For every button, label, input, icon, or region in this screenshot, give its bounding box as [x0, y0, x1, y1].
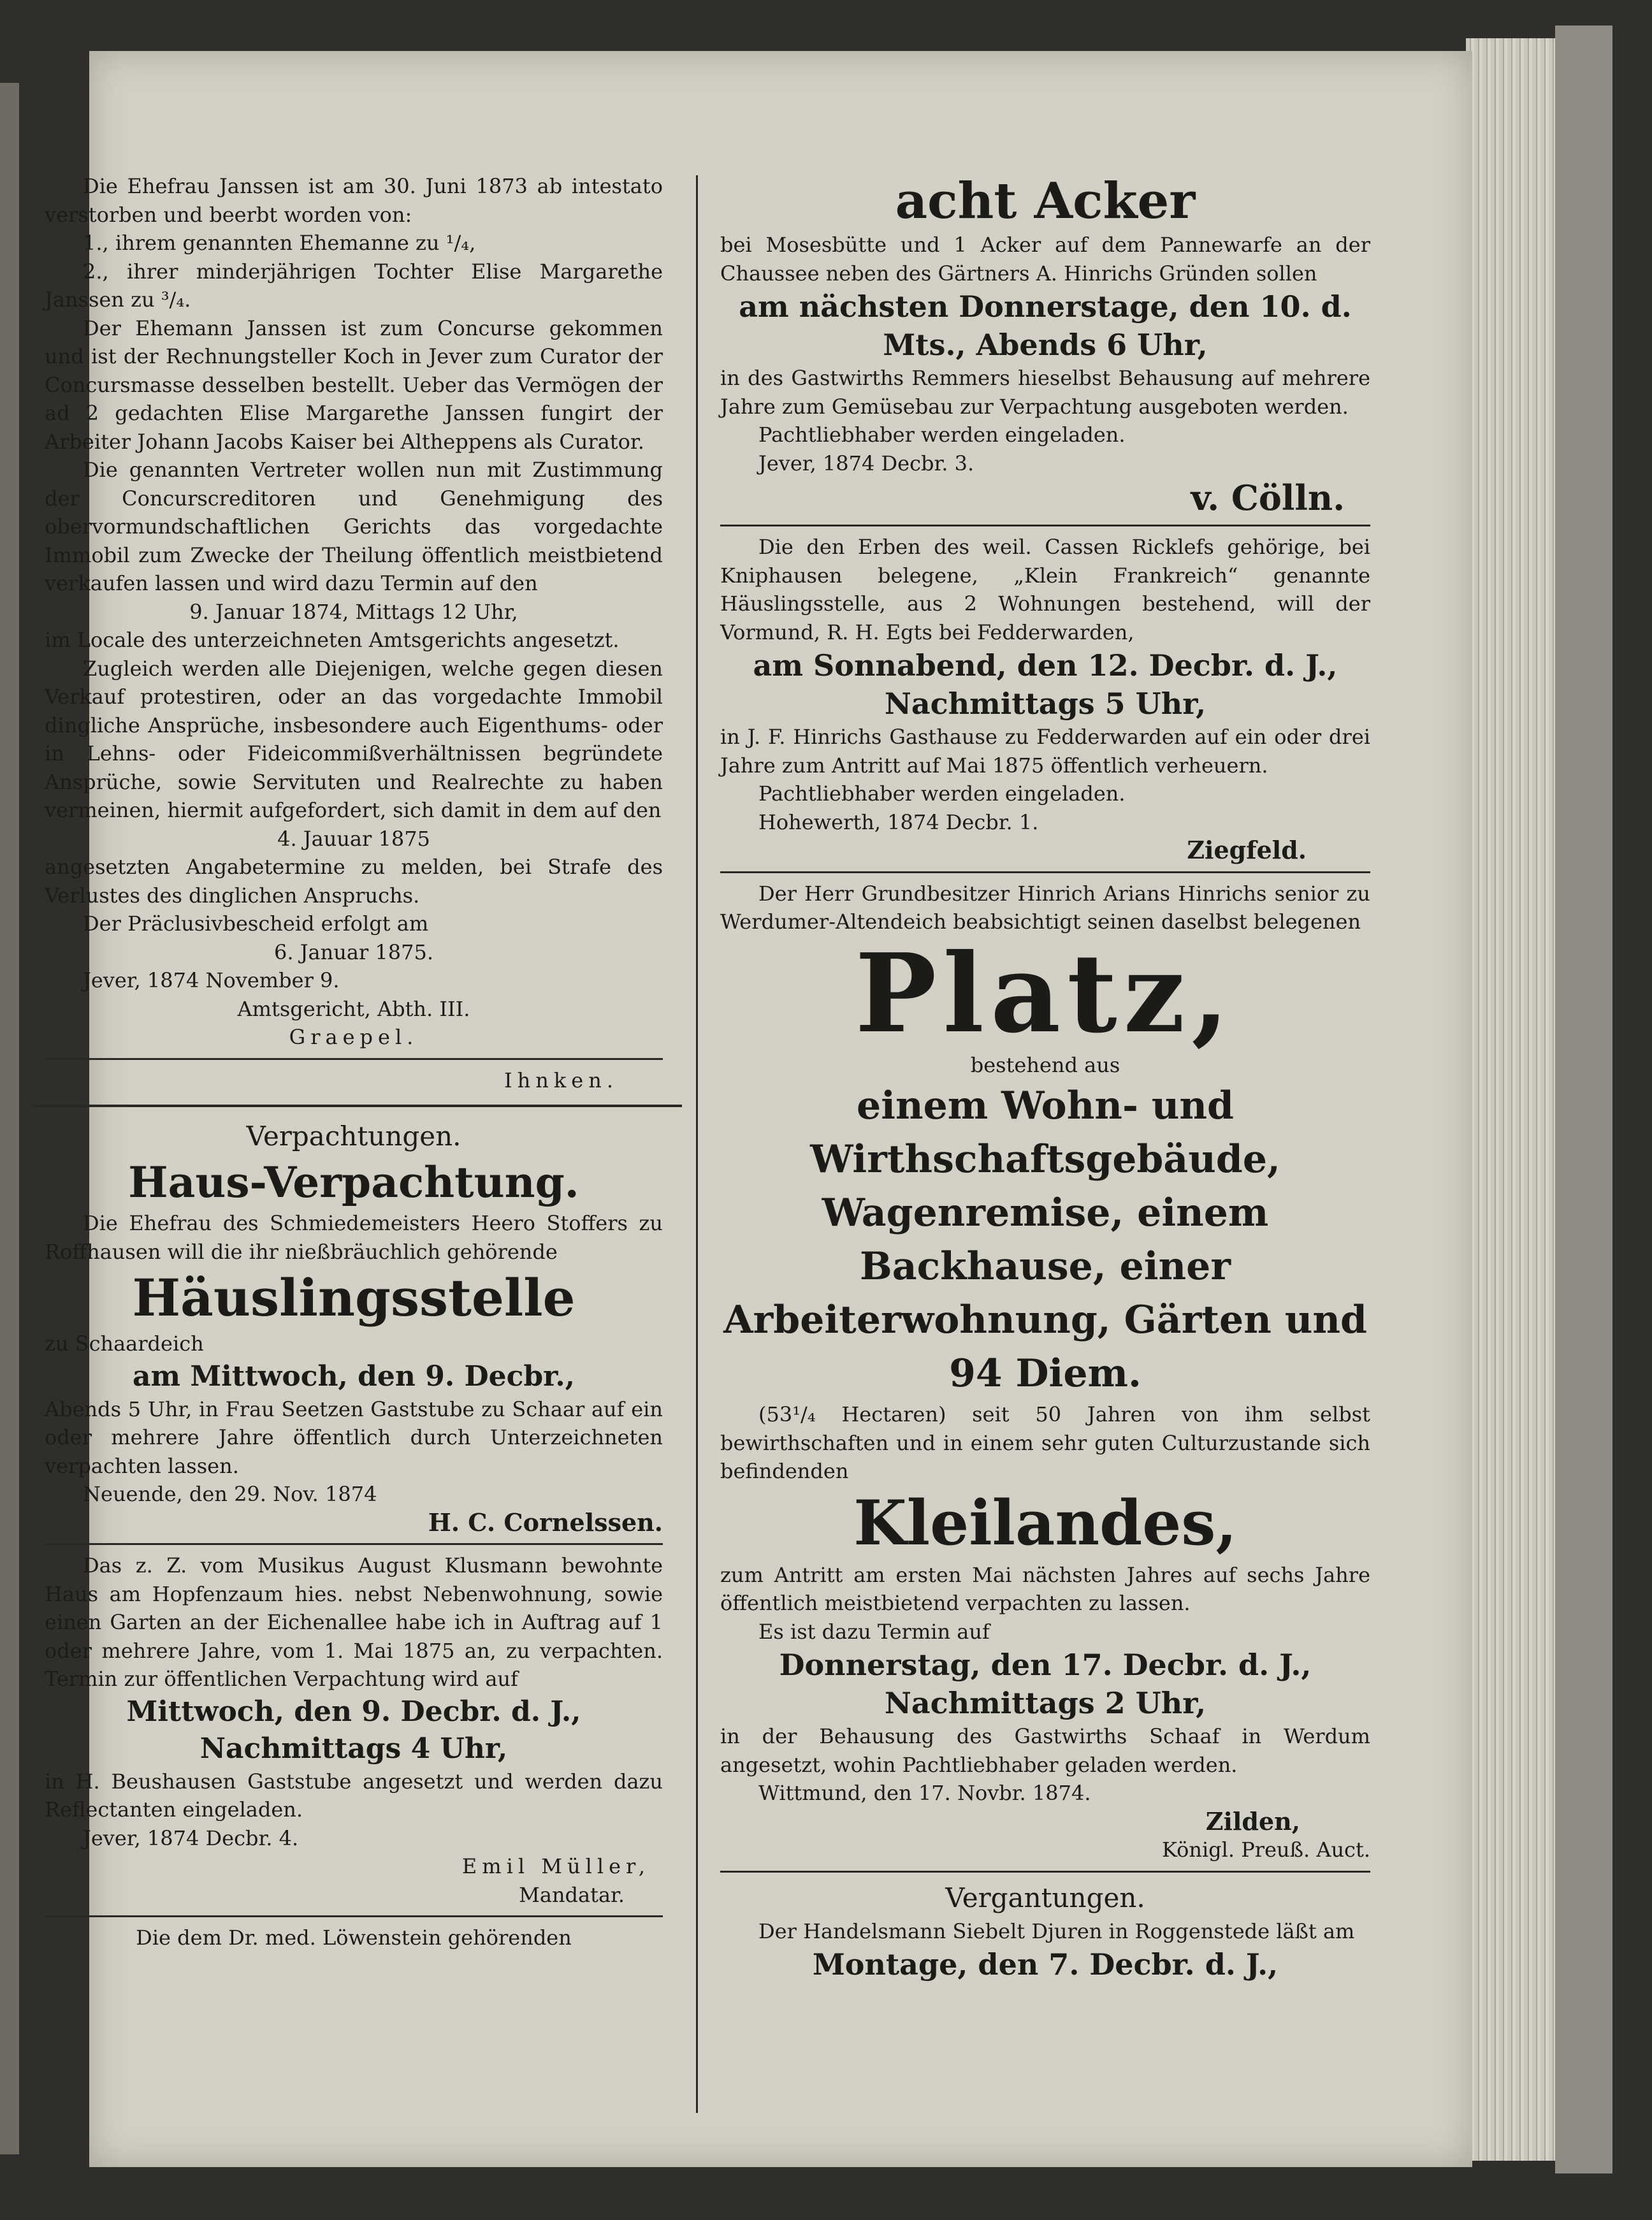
notice-janssen [45, 172, 663, 1094]
notice-place-date: Jever, 1874 Decbr. 4. [83, 1825, 299, 1850]
notice-paragraph: Es ist dazu Termin auf [758, 1619, 990, 1644]
book-cover-edge [1555, 25, 1612, 2173]
notice-date: am nächsten Donnerstage, den 10. d. Mts., Abends 6 Uhr, [739, 289, 1352, 362]
signature-rule [45, 1058, 663, 1060]
notice-place-date: Wittmund, den 17. Novbr. 1874. [758, 1781, 1091, 1805]
notice-paragraph: in J. F. Hinrichs Gasthause zu Fedderwarden auf ein oder drei Jahre zum Antritt auf Mai 1875 öffentlich verheuern. [720, 725, 1370, 778]
notice-time: Nachmittags 5 Uhr, [884, 686, 1206, 721]
notice-paragraph: zu Schaardeich [45, 1331, 204, 1356]
notice-date: 6. Januar 1875. [274, 940, 433, 964]
section-header: Vergantungen. [945, 1882, 1145, 1913]
notice-date: am Mittwoch, den 9. Decbr., [133, 1360, 575, 1393]
notice-title: Haus-Verpachtung. [128, 1157, 579, 1207]
notice-paragraph: bei Mosesbütte und 1 Acker auf dem Pannewarfe an der Chaussee neben des Gärtners A. Hinrichs Gründen sollen [720, 233, 1370, 286]
notice-divider [720, 1871, 1370, 1873]
notice-paragraph: in H. Beushausen Gaststube angesetzt und werden dazu Reflectanten eingeladen. [45, 1769, 663, 1822]
notice-paragraph: Der Ehemann Janssen ist zum Concurse gekommen und ist der Rechnungsteller Koch in Jever zum Curator der Concursmasse desselben bestellt. Ueber das Vermögen der ad 2 gedachten Elise Margarethe Janssen fungirt der Arbeiter Johann Jacobs Kaiser bei Altheppens als Curator. [45, 316, 663, 454]
notice-divider [720, 525, 1370, 526]
book-page-edges [1466, 38, 1555, 2161]
notice-signature: Graepel. [289, 1025, 419, 1049]
notice-paragraph: in des Gastwirths Remmers hieselbst Behausung auf mehrere Jahre zum Gemüsebau zur Verpachtung ausgeboten werden. [720, 366, 1370, 419]
section-divider [32, 1105, 682, 1107]
notice-signature: Emil Müller, [461, 1854, 650, 1878]
notice-paragraph: Die Ehefrau Janssen ist am 30. Juni 1873 ab intestato verstorben und beerbt worden von: [45, 174, 663, 227]
notice-paragraph: angesetzten Angabetermine zu melden, bei Strafe des Verlustes des dinglichen Anspruchs. [45, 855, 663, 908]
notice-signature: Ihnken. [504, 1068, 618, 1092]
notice-signature: H. C. Cornelssen. [428, 1507, 663, 1537]
right-column [720, 172, 1370, 1984]
notice-paragraph: Das z. Z. vom Musikus August Klusmann bewohnte Haus am Hopfenzaum hies. nebst Nebenwohnung, sowie einen Garten an der Eichenallee habe ich in Auftrag auf 1 oder mehrere Jahre, vom 1. Mai 1875 an, zu verpachten. Termin zur öffentlichen Verpachtung wird auf [45, 1553, 663, 1691]
notice-klusmann-haus [45, 1551, 663, 1909]
notice-signature: v. Cölln. [1191, 477, 1345, 518]
section-header: Verpachtungen. [246, 1121, 461, 1152]
notice-time: Nachmittags 2 Uhr, [884, 1686, 1206, 1720]
notice-acht-acker [720, 172, 1370, 518]
notice-date: Donnerstag, den 17. Decbr. d. J., [779, 1648, 1312, 1682]
notice-paragraph: in der Behausung des Gastwirths Schaaf in Werdum angesetzt, wohin Pachtliebhaber geladen werden. [720, 1724, 1370, 1777]
notice-divider [45, 1915, 663, 1917]
notice-subline: bestehend aus [970, 1052, 1120, 1077]
notice-paragraph: Pachtliebhaber werden eingeladen. [758, 781, 1126, 806]
notice-divider [720, 871, 1370, 873]
notice-paragraph: Der Präclusivbescheid erfolgt am [83, 911, 429, 936]
notice-paragraph: Die den Erben des weil. Cassen Ricklefs gehörige, bei Kniphausen belegene, „Klein Frankreich“ genannte Häuslingsstelle, aus 2 Wohnungen bestehend, will der Vormund, R. H. Egts bei Fedderwarden, [720, 535, 1370, 644]
notice-paragraph: zum Antritt am ersten Mai nächsten Jahres auf sechs Jahre öffentlich meistbietend verpachten zu lassen. [720, 1562, 1370, 1615]
notice-place-date: Hohewerth, 1874 Decbr. 1. [758, 809, 1039, 834]
notice-date: 4. Jauuar 1875 [277, 826, 430, 851]
notice-date: 9. Januar 1874, Mittags 12 Uhr, [189, 599, 518, 624]
notice-place-date: Neuende, den 29. Nov. 1874 [83, 1482, 377, 1506]
notice-paragraph: Der Handelsmann Siebelt Djuren in Roggenstede läßt am [758, 1919, 1355, 1943]
notice-headline: Kleilandes, [853, 1486, 1237, 1559]
notice-paragraph: (53¹/₄ Hectaren) seit 50 Jahren von ihm selbst bewirthschaften und in einem sehr guten Culturzustande sich befindenden [720, 1402, 1370, 1483]
notice-date: Montage, den 7. Decbr. d. J., [812, 1947, 1279, 1982]
notice-signature: Zilden, [1205, 1806, 1300, 1836]
notice-signature: Ziegfeld. [1187, 836, 1307, 864]
notice-description: einem Wohn- und Wirthschaftsgebäude, Wagenremise, einem Backhause, einer Arbeiterwohnung, Gärten und 94 Diem. [723, 1084, 1367, 1396]
notice-list-item: 2., ihrer minderjährigen Tochter Elise Margarethe Janssen zu ³/₄. [45, 259, 663, 312]
notice-court: Amtsgericht, Abth. III. [237, 996, 470, 1021]
notice-divider [45, 1543, 663, 1545]
facing-page-edge [0, 83, 19, 2154]
notice-klein-frankreich [720, 533, 1370, 865]
notice-haus-verpachtung [45, 1156, 663, 1537]
notice-list-item: 1., ihrem genannten Ehemanne zu ¹/₄, [83, 231, 476, 255]
notice-signature-title: Mandatar. [519, 1882, 625, 1907]
notice-date: Mittwoch, den 9. Decbr. d. J., [126, 1695, 581, 1728]
notice-paragraph: im Locale des unterzeichneten Amtsgerichts angesetzt. [45, 628, 620, 652]
left-column [45, 172, 663, 1952]
notice-headline: Häuslingsstelle [132, 1268, 576, 1328]
notice-paragraph: Abends 5 Uhr, in Frau Seetzen Gaststube zu Schaar auf ein oder mehrere Jahre öffentlich durch Unterzeichneten verpachten lassen. [45, 1397, 663, 1478]
notice-headline: Platz, [855, 929, 1236, 1057]
notice-djuren [720, 1917, 1370, 1984]
notice-date: am Sonnabend, den 12. Decbr. d. J., [753, 648, 1338, 683]
notice-paragraph: Die Ehefrau des Schmiedemeisters Heero Stoffers zu Roffhausen will die ihr nießbräuchlich gehörende [45, 1211, 663, 1264]
notice-paragraph: Zugleich werden alle Diejenigen, welche gegen diesen Verkauf protestiren, oder an das vorgedachte Immobil dingliche Ansprüche, insbesondere auch Eigenthums- oder in Lehns- oder Fideicommißverhältnissen begründete Ansprüche, sowie Servituten und Realrechte zu haben vermeinen, hiermit aufgefordert, sich damit in dem auf den [45, 656, 663, 822]
notice-place-date: Jever, 1874 Decbr. 3. [758, 451, 975, 475]
notice-signature-title: Königl. Preuß. Auct. [1162, 1838, 1370, 1862]
notice-time: Nachmittags 4 Uhr, [199, 1732, 508, 1765]
notice-paragraph: Die genannten Vertreter wollen nun mit Zustimmung der Concurscreditoren und Genehmigung des obervormundschaftlichen Gerichts das vorgedachte Immobil zum Zwecke der Theilung öffentlich meistbietend verkaufen lassen und wird dazu Termin auf den [45, 458, 663, 595]
notice-headline: acht Acker [895, 172, 1196, 230]
notice-paragraph: Der Herr Grundbesitzer Hinrich Arians Hinrichs senior zu Werdumer-Altendeich beabsichtigt seinen daselbst belegenen [720, 881, 1370, 934]
notice-platz [720, 880, 1370, 1864]
column-divider [696, 175, 698, 2113]
notice-paragraph: Die dem Dr. med. Löwenstein gehörenden [136, 1926, 572, 1950]
notice-place-date: Jever, 1874 November 9. [83, 968, 340, 992]
notice-paragraph: Pachtliebhaber werden eingeladen. [758, 423, 1126, 447]
